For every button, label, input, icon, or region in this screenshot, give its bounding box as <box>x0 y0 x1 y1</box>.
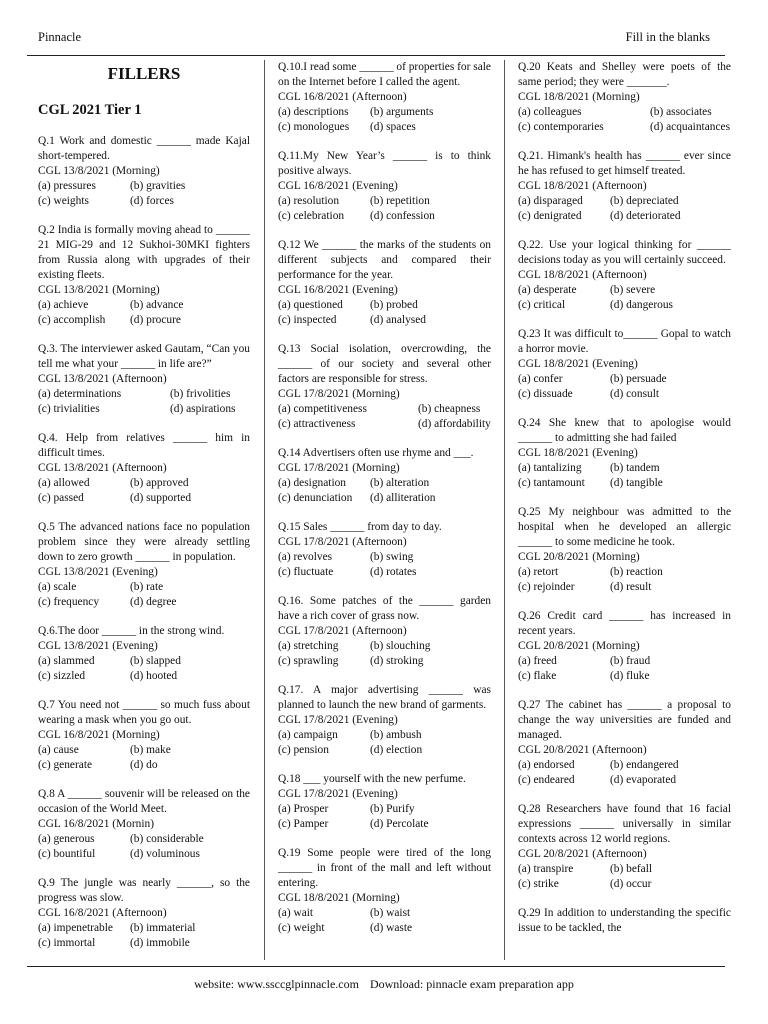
answer-option: (c) monologues <box>278 121 350 133</box>
answer-option: (c) rejoinder <box>518 581 575 593</box>
option-row <box>278 476 491 491</box>
question-item <box>518 698 731 788</box>
option-row <box>38 936 250 951</box>
answer-option: (d) rotates <box>370 566 417 578</box>
answer-option: (b) cheapness <box>418 403 481 415</box>
option-row <box>278 194 491 209</box>
option-row <box>278 743 491 758</box>
answer-option: (d) supported <box>130 492 192 504</box>
question-item <box>38 342 250 417</box>
question-text: Q.6.The door ______ in the strong wind. <box>38 625 225 637</box>
option-row <box>518 298 731 313</box>
answer-option: (a) resolution <box>278 195 340 207</box>
question-item <box>278 594 491 669</box>
page-title: FILLERS <box>107 64 181 83</box>
option-row <box>518 372 731 387</box>
answer-option: (d) degree <box>130 596 177 608</box>
answer-option: (d) fluke <box>610 670 650 682</box>
question-text: Q.17. A major advertising ______ was planned to launch the new brand of garments. <box>278 684 491 711</box>
option-row <box>38 832 250 847</box>
answer-option: (b) considerable <box>130 833 204 845</box>
column-3 <box>518 60 731 950</box>
answer-option: (b) arguments <box>370 106 434 118</box>
question-source: CGL 20/8/2021 (Morning) <box>518 640 640 652</box>
answer-option: (b) immaterial <box>130 922 196 934</box>
answer-option: (d) result <box>610 581 652 593</box>
column-2 <box>278 60 491 950</box>
answer-option: (d) alliteration <box>370 492 436 504</box>
option-row <box>278 402 491 417</box>
question-item <box>278 772 491 832</box>
option-row <box>278 728 491 743</box>
option-row <box>278 120 491 135</box>
answer-option: (b) swing <box>370 551 414 563</box>
answer-option: (d) confession <box>370 210 435 222</box>
answer-option: (d) spaces <box>370 121 416 133</box>
question-item <box>278 149 491 224</box>
option-row <box>518 194 731 209</box>
option-row <box>518 283 731 298</box>
question-text: Q.27 The cabinet has ______ a proposal to change the way universities are funded and managed. <box>518 699 731 741</box>
answer-option: (a) slammed <box>38 655 95 667</box>
option-row <box>278 817 491 832</box>
answer-option: (d) evaporated <box>610 774 677 786</box>
question-item <box>518 906 731 936</box>
question-item <box>518 238 731 313</box>
answer-option: (b) associates <box>650 106 712 118</box>
question-source: CGL 17/8/2021 (Morning) <box>278 388 400 400</box>
brand-name: Pinnacle <box>38 30 82 44</box>
question-item <box>278 846 491 936</box>
column-divider-1 <box>264 60 265 960</box>
question-item <box>518 802 731 892</box>
question-item <box>518 327 731 402</box>
answer-option: (b) fraud <box>610 655 651 667</box>
question-text: Q.29 In addition to understanding the specific issue to be tackled, the <box>518 907 731 934</box>
question-source: CGL 17/8/2021 (Evening) <box>278 714 398 726</box>
option-row <box>38 847 250 862</box>
question-source: CGL 20/8/2021 (Morning) <box>518 551 640 563</box>
question-text: Q.10.I read some ______ of properties for sale on the Internet before I called the agent. <box>278 61 491 88</box>
question-text: Q.28 Researchers have found that 16 facial expressions ______ universally in similar contexts across 12 world regions. <box>518 803 731 845</box>
answer-option: (b) repetition <box>370 195 430 207</box>
answer-option: (c) immortal <box>38 937 96 949</box>
header-rule <box>27 55 725 56</box>
answer-option: (c) trivialities <box>38 403 100 415</box>
answer-option: (d) acquaintances <box>650 121 731 133</box>
option-row <box>278 550 491 565</box>
option-row <box>38 476 250 491</box>
answer-option: (b) endangered <box>610 759 679 771</box>
answer-option: (a) generous <box>38 833 95 845</box>
option-row <box>38 580 250 595</box>
option-row <box>518 580 731 595</box>
option-row <box>518 877 731 892</box>
option-row <box>518 773 731 788</box>
option-row <box>278 417 491 432</box>
answer-option: (b) severe <box>610 284 656 296</box>
question-item <box>518 149 731 224</box>
page-header <box>38 30 710 50</box>
answer-option: (a) confer <box>518 373 563 385</box>
download-text: Download: pinnacle exam preparation app <box>369 977 574 991</box>
question-item <box>38 624 250 684</box>
option-row <box>278 565 491 580</box>
option-row <box>278 654 491 669</box>
question-text: Q.3. The interviewer asked Gautam, “Can you tell me what your ______ in life are?” <box>38 343 250 370</box>
section-title: CGL 2021 Tier 1 <box>38 102 142 118</box>
footer-rule <box>27 966 725 967</box>
option-row <box>38 758 250 773</box>
answer-option: (c) sizzled <box>38 670 86 682</box>
answer-option: (c) bountiful <box>38 848 96 860</box>
option-row <box>38 387 250 402</box>
answer-option: (c) dissuade <box>518 388 573 400</box>
question-source: CGL 16/8/2021 (Mornin) <box>38 818 155 830</box>
question-source: CGL 13/8/2021 (Evening) <box>38 640 158 652</box>
answer-option: (b) befall <box>610 863 653 875</box>
question-text: Q.26 Credit card ______ has increased in recent years. <box>518 610 731 637</box>
column-1 <box>38 60 250 965</box>
option-row <box>38 402 250 417</box>
option-row <box>38 194 250 209</box>
question-source: CGL 16/8/2021 (Evening) <box>278 284 398 296</box>
answer-option: (c) Pamper <box>278 818 329 830</box>
question-source: CGL 17/8/2021 (Evening) <box>278 788 398 800</box>
answer-option: (b) slouching <box>370 640 431 652</box>
answer-option: (a) disparaged <box>518 195 583 207</box>
option-row <box>278 298 491 313</box>
answer-option: (b) make <box>130 744 171 756</box>
answer-option: (c) sprawling <box>278 655 339 667</box>
question-source: CGL 18/8/2021 (Afternoon) <box>518 180 647 192</box>
answer-option: (c) denigrated <box>518 210 582 222</box>
question-text: Q.5 The advanced nations face no population problem since they were already settling down to zero growth ______ in population. <box>38 521 250 563</box>
option-row <box>518 387 731 402</box>
option-row <box>38 921 250 936</box>
option-row <box>518 654 731 669</box>
question-text: Q.14 Advertisers often use rhyme and ___. <box>278 447 474 459</box>
answer-option: (a) determinations <box>38 388 122 400</box>
question-item <box>278 520 491 580</box>
answer-option: (a) transpire <box>518 863 574 875</box>
answer-option: (a) stretching <box>278 640 339 652</box>
answer-option: (c) inspected <box>278 314 337 326</box>
question-source: CGL 17/8/2021 (Afternoon) <box>278 625 407 637</box>
option-row <box>278 313 491 328</box>
answer-option: (d) consult <box>610 388 660 400</box>
question-source: CGL 13/8/2021 (Afternoon) <box>38 462 167 474</box>
answer-option: (a) scale <box>38 581 77 593</box>
answer-option: (c) pension <box>278 744 329 756</box>
answer-option: (b) rate <box>130 581 164 593</box>
question-text: Q.7 You need not ______ so much fuss about wearing a mask when you go out. <box>38 699 250 726</box>
answer-option: (c) critical <box>518 299 566 311</box>
question-item <box>38 876 250 951</box>
answer-option: (d) deteriorated <box>610 210 681 222</box>
answer-option: (a) campaign <box>278 729 338 741</box>
answer-option: (d) immobile <box>130 937 190 949</box>
answer-option: (d) occur <box>610 878 652 890</box>
question-item <box>38 698 250 773</box>
question-item <box>38 520 250 610</box>
question-source: CGL 18/8/2021 (Morning) <box>518 91 640 103</box>
answer-option: (d) tangible <box>610 477 663 489</box>
answer-option: (b) alteration <box>370 477 430 489</box>
question-source: CGL 13/8/2021 (Morning) <box>38 165 160 177</box>
answer-option: (a) achieve <box>38 299 89 311</box>
answer-option: (a) questioned <box>278 299 343 311</box>
question-source: CGL 18/8/2021 (Evening) <box>518 358 638 370</box>
question-text: Q.8 A ______ souvenir will be released on the occasion of the World Meet. <box>38 788 250 815</box>
question-source: CGL 16/8/2021 (Afternoon) <box>278 91 407 103</box>
question-text: Q.12 We ______ the marks of the students on different subjects and compared their performance for the year. <box>278 239 491 281</box>
question-text: Q.1 Work and domestic ______ made Kajal short-tempered. <box>38 135 250 162</box>
answer-option: (b) frivolities <box>170 388 231 400</box>
answer-option: (b) advance <box>130 299 184 311</box>
question-item <box>278 342 491 432</box>
answer-option: (c) attractiveness <box>278 418 356 430</box>
question-text: Q.11.My New Year’s ______ is to think positive always. <box>278 150 491 177</box>
question-item <box>518 60 731 135</box>
option-row <box>38 743 250 758</box>
question-text: Q.21. Himank's health has ______ ever since he has refused to get himself treated. <box>518 150 731 177</box>
option-row <box>518 565 731 580</box>
answer-option: (a) impenetrable <box>38 922 113 934</box>
answer-option: (d) election <box>370 744 423 756</box>
option-row <box>38 298 250 313</box>
question-item <box>38 431 250 506</box>
option-row <box>38 595 250 610</box>
question-source: CGL 17/8/2021 (Morning) <box>278 462 400 474</box>
question-text: Q.18 ___ yourself with the new perfume. <box>278 773 466 785</box>
answer-option: (d) analysed <box>370 314 426 326</box>
answer-option: (b) Purify <box>370 803 415 815</box>
option-row <box>518 105 731 120</box>
option-row <box>518 476 731 491</box>
question-item <box>38 787 250 862</box>
question-text: Q.19 Some people were tired of the long ______ in front of the mall and left without entering. <box>278 847 491 889</box>
question-text: Q.20 Keats and Shelley were poets of the same period; they were _______. <box>518 61 731 88</box>
question-source: CGL 13/8/2021 (Afternoon) <box>38 373 167 385</box>
answer-option: (d) do <box>130 759 158 771</box>
answer-option: (a) colleagues <box>518 106 582 118</box>
question-item <box>38 223 250 328</box>
answer-option: (c) weight <box>278 922 325 934</box>
answer-option: (a) wait <box>278 907 314 919</box>
answer-option: (c) accomplish <box>38 314 106 326</box>
question-text: Q.4. Help from relatives ______ him in difficult times. <box>38 432 250 459</box>
website-text: website: www.ssccglpinnacle.com <box>194 977 359 991</box>
answer-option: (b) reaction <box>610 566 663 578</box>
question-text: Q.25 My neighbour was admitted to the hospital when he developed an allergic ______ to some medicine he took. <box>518 506 731 548</box>
answer-option: (a) retort <box>518 566 559 578</box>
question-item <box>278 683 491 758</box>
answer-option: (a) designation <box>278 477 347 489</box>
answer-option: (c) endeared <box>518 774 575 786</box>
answer-option: (a) descriptions <box>278 106 349 118</box>
answer-option: (b) slapped <box>130 655 181 667</box>
option-row <box>518 461 731 476</box>
question-source: CGL 16/8/2021 (Afternoon) <box>38 907 167 919</box>
answer-option: (b) probed <box>370 299 418 311</box>
question-item <box>278 238 491 328</box>
answer-option: (d) affordability <box>418 418 491 430</box>
question-source: CGL 20/8/2021 (Afternoon) <box>518 744 647 756</box>
topic-title: Fill in the blanks <box>625 30 710 44</box>
answer-option: (b) tandem <box>610 462 660 474</box>
question-text: Q.13 Social isolation, overcrowding, the ______ of our society and several other factors are responsible for stress. <box>278 343 491 385</box>
answer-option: (a) pressures <box>38 180 96 192</box>
answer-option: (d) voluminous <box>130 848 200 860</box>
question-text: Q.23 It was difficult to______ Gopal to watch a horror movie. <box>518 328 731 355</box>
option-row <box>518 120 731 135</box>
question-source: CGL 16/8/2021 (Evening) <box>278 180 398 192</box>
answer-option: (c) weights <box>38 195 89 207</box>
option-row <box>278 906 491 921</box>
option-row <box>278 209 491 224</box>
question-source: CGL 16/8/2021 (Morning) <box>38 729 160 741</box>
answer-option: (b) approved <box>130 477 189 489</box>
answer-option: (a) revolves <box>278 551 333 563</box>
question-item <box>518 505 731 595</box>
option-row <box>278 802 491 817</box>
answer-option: (c) tantamount <box>518 477 585 489</box>
answer-option: (a) tantalizing <box>518 462 582 474</box>
answer-option: (c) generate <box>38 759 93 771</box>
option-row <box>38 179 250 194</box>
question-text: Q.15 Sales ______ from day to day. <box>278 521 442 533</box>
option-row <box>518 758 731 773</box>
answer-option: (b) waist <box>370 907 411 919</box>
option-row <box>518 209 731 224</box>
question-text: Q.9 The jungle was nearly ______, so the progress was slow. <box>38 877 250 904</box>
question-item <box>278 60 491 135</box>
question-source: CGL 18/8/2021 (Evening) <box>518 447 638 459</box>
question-text: Q.22. Use your logical thinking for ______ decisions today as you will certainly succeed. <box>518 239 731 266</box>
answer-option: (a) Prosper <box>278 803 329 815</box>
page-footer <box>0 977 768 992</box>
question-item <box>518 609 731 684</box>
question-item <box>278 446 491 506</box>
answer-option: (a) competitiveness <box>278 403 367 415</box>
question-text: Q.16. Some patches of the ______ garden have a rich cover of grass now. <box>278 595 491 622</box>
answer-option: (d) waste <box>370 922 413 934</box>
answer-option: (a) endorsed <box>518 759 575 771</box>
option-row <box>38 313 250 328</box>
answer-option: (c) flake <box>518 670 557 682</box>
question-source: CGL 13/8/2021 (Evening) <box>38 566 158 578</box>
answer-option: (c) contemporaries <box>518 121 604 133</box>
answer-option: (c) strike <box>518 878 559 890</box>
option-row <box>278 105 491 120</box>
answer-option: (a) desperate <box>518 284 577 296</box>
answer-option: (d) procure <box>130 314 181 326</box>
answer-option: (a) cause <box>38 744 79 756</box>
answer-option: (d) forces <box>130 195 174 207</box>
answer-option: (a) allowed <box>38 477 90 489</box>
answer-option: (c) passed <box>38 492 84 504</box>
answer-option: (d) dangerous <box>610 299 673 311</box>
question-item <box>38 134 250 209</box>
answer-option: (b) persuade <box>610 373 667 385</box>
answer-option: (b) gravities <box>130 180 186 192</box>
answer-option: (c) denunciation <box>278 492 353 504</box>
question-text: Q.2 India is formally moving ahead to ______ 21 MIG-29 and 12 Sukhoi-30MKI fighters from Russia along with upgrades of their existing fleets. <box>38 224 250 281</box>
answer-option: (d) hooted <box>130 670 178 682</box>
column-divider-2 <box>504 60 505 960</box>
option-row <box>38 491 250 506</box>
answer-option: (a) freed <box>518 655 557 667</box>
question-source: CGL 13/8/2021 (Morning) <box>38 284 160 296</box>
option-row <box>278 639 491 654</box>
option-row <box>518 862 731 877</box>
option-row <box>278 921 491 936</box>
option-row <box>38 654 250 669</box>
option-row <box>518 669 731 684</box>
answer-option: (d) stroking <box>370 655 424 667</box>
question-source: CGL 20/8/2021 (Afternoon) <box>518 848 647 860</box>
question-text: Q.24 She knew that to apologise would ______ to admitting she had failed <box>518 417 731 444</box>
question-source: CGL 18/8/2021 (Afternoon) <box>518 269 647 281</box>
question-item <box>518 416 731 491</box>
option-row <box>278 491 491 506</box>
answer-option: (d) Percolate <box>370 818 429 830</box>
answer-option: (d) aspirations <box>170 403 236 415</box>
question-source: CGL 18/8/2021 (Morning) <box>278 892 400 904</box>
question-source: CGL 17/8/2021 (Afternoon) <box>278 536 407 548</box>
answer-option: (c) celebration <box>278 210 345 222</box>
answer-option: (b) depreciated <box>610 195 679 207</box>
answer-option: (b) ambush <box>370 729 422 741</box>
option-row <box>38 669 250 684</box>
answer-option: (c) fluctuate <box>278 566 334 578</box>
answer-option: (c) frequency <box>38 596 100 608</box>
